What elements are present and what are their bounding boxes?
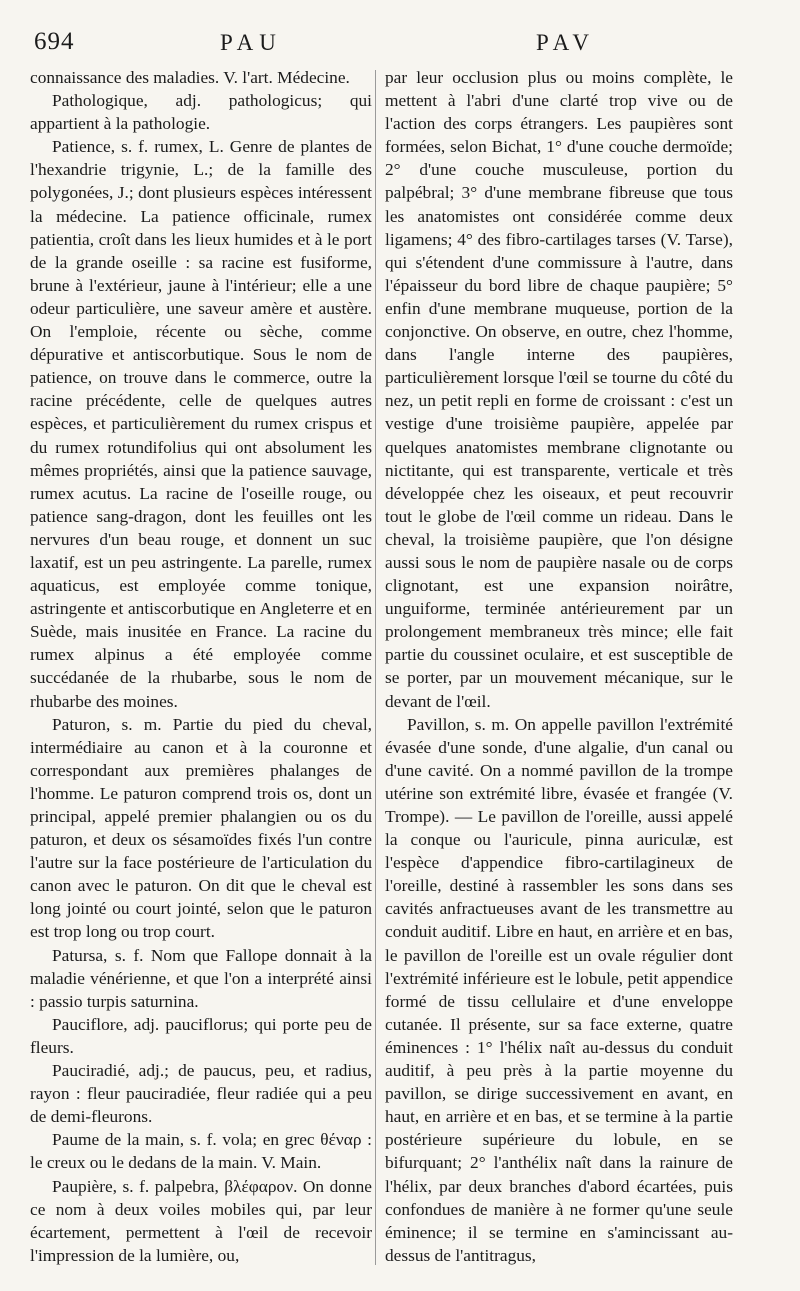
right-column (385, 66, 733, 1267)
entry-patience: Patience, s. f. rumex, L. Genre de plantes de l'hexandrie trigynie, L.; de la famille des polygonées, J.; dont plusieurs espèces intéressent la médecine. La patience officinale, rumex patientia, croît dans les lieux humides et à le port de la grande oseille : sa racine est fusiforme, brune à l'extérieur, jaune à l'intérieur; elle a une odeur particulière, une saveur amère et austère. On l'emploie, récente ou sèche, comme dépurative et antiscorbutique. Sous le nom de patience, on trouve dans le commerce, outre la racine précédente, celle de quelques autres espèces, et particulièrement du rumex crispus et du rumex rotundifolius qui ont absolument les mêmes propriétés, ainsi que la patience sauvage, rumex acutus. La racine de l'oseille rouge, ou patience sang-dragon, dont les feuilles ont les nervures d'un beau rouge, et donnent un suc laxatif, est un peu astringente. La parelle, rumex aquaticus, est employée comme tonique, astringente et antiscorbutique en Angleterre et en Suède, mais inusitée en France. La racine du rumex alpinus a été employée comme succédanée de la rhubarbe, sous le nom de rhubarbe des moines. (30, 137, 372, 711)
entry-pauciflore: Pauciflore, adj. pauciflorus; qui porte peu de fleurs. (30, 1014, 372, 1057)
page-number: 694 (34, 28, 75, 55)
running-head-left: PAU (220, 30, 282, 55)
entry-pauciradie: Pauciradié, adj.; de paucus, peu, et radius, rayon : fleur pauciradiée, fleur radiée qui a peu de demi-fleurons. (30, 1061, 372, 1127)
column-divider (375, 70, 376, 1265)
entry-pavillon: Pavillon, s. m. On appelle pavillon l'extrémité évasée d'une sonde, d'une algalie, d'un canal ou d'une cavité. On a nommé pavillon de la trompe utérine son extrémité libre, évasée et frangée (V. Trompe). — Le pavillon de l'oreille, aussi appelé la conque ou l'auricule, pinna auriculæ, est l'espèce d'appendice fibro-cartilagineux de l'oreille, destiné à rassembler les sons dans ses cavités anfractueuses avant de les transmettre au conduit auditif. Libre en haut, en arrière et en bas, le pavillon de l'oreille est un ovale régulier dont l'extrémité inférieure est le lobule, petit appendice formé de tissu cellulaire et d'une enveloppe cutanée. Il présente, sur sa face externe, quatre éminences : 1° l'hélix naît au-dessus du conduit auditif, à peu près à la partie moyenne du pavillon, se dirige successivement en avant, en haut, en arrière et en bas, et se termine à la partie postérieure supérieure du lobule, en se bifurquant; 2° l'anthélix naît dans la rainure de l'hélix, par deux branches d'abord écartées, puis confondues de manière à ne former qu'une seule éminence; il se termine en s'amincissant au-dessus de l'antitragus, (385, 714, 733, 1265)
running-header (30, 28, 775, 68)
left-column (30, 66, 372, 1267)
entry-paupiere-continued: par leur occlusion plus ou moins complète, le mettent à l'abri d'une clarté trop vive ou de l'action des corps étrangers. Les paupières sont formées, selon Bichat, 1° d'une couche dermoïde; 2° d'une couche musculeuse, portion du palpébral; 3° d'une membrane fibreuse que tous les anatomistes ont considérée comme deux ligamens; 4° des fibro-cartilages tarses (V. Tarse), qui s'étendent d'une commissure à l'autre, dans l'épaisseur du bord libre de chaque paupière; 5° enfin d'une membrane muqueuse, portion de la conjonctive. On observe, en outre, chez l'homme, dans l'angle interne des paupières, particulièrement lorsque l'œil se tourne du côté du nez, un petit repli en forme de croissant : c'est un vestige d'une troisième paupière, appelée par quelques anatomistes membrane clignotante ou nictitante, qui est transparente, verticale et très développée chez les oiseaux, et peut recouvrir tout le globe de l'œil comme un rideau. Dans le cheval, la troisième paupière, que l'on désigne aussi sous le nom de paupière nasale ou de corps clignotant, est une expansion noirâtre, unguiforme, terminée antérieurement par un prolongement membraneux très mince; elle fait partie du coussinet oculaire, et est susceptible de se porter, par un mouvement mécanique, sur le devant de l'œil. (385, 68, 733, 711)
entry-paturon: Paturon, s. m. Partie du pied du cheval, intermédiaire au canon et à la couronne et correspondant aux premières phalanges de l'homme. Le paturon comprend trois os, dont un principal, appelé premier phalangien ou os du paturon, et deux os sésamoïdes fixés l'un contre l'autre sur la face postérieure de l'articulation du canon avec le paturon. On dit que le cheval est long jointé ou court jointé, selon que le paturon est trop long ou trop court. (30, 714, 372, 942)
entry-pathologique: Pathologique, adj. pathologicus; qui appartient à la pathologie. (30, 91, 372, 134)
running-head-right: PAV (536, 30, 595, 55)
entry-patursa: Patursa, s. f. Nom que Fallope donnait à la maladie vénérienne, et que l'on a interprété ainsi : passio turpis saturnina. (30, 945, 372, 1011)
entry-continuation: connaissance des maladies. V. l'art. Médecine. (30, 68, 350, 87)
entry-paupiere: Paupière, s. f. palpebra, βλέφαρον. On donne ce nom à deux voiles mobiles qui, par leur écartement, permettent à l'œil de recevoir l'impression de la lumière, ou, (30, 1176, 372, 1265)
entry-paume: Paume de la main, s. f. vola; en grec θέναρ : le creux ou le dedans de la main. V. Main. (30, 1130, 372, 1173)
